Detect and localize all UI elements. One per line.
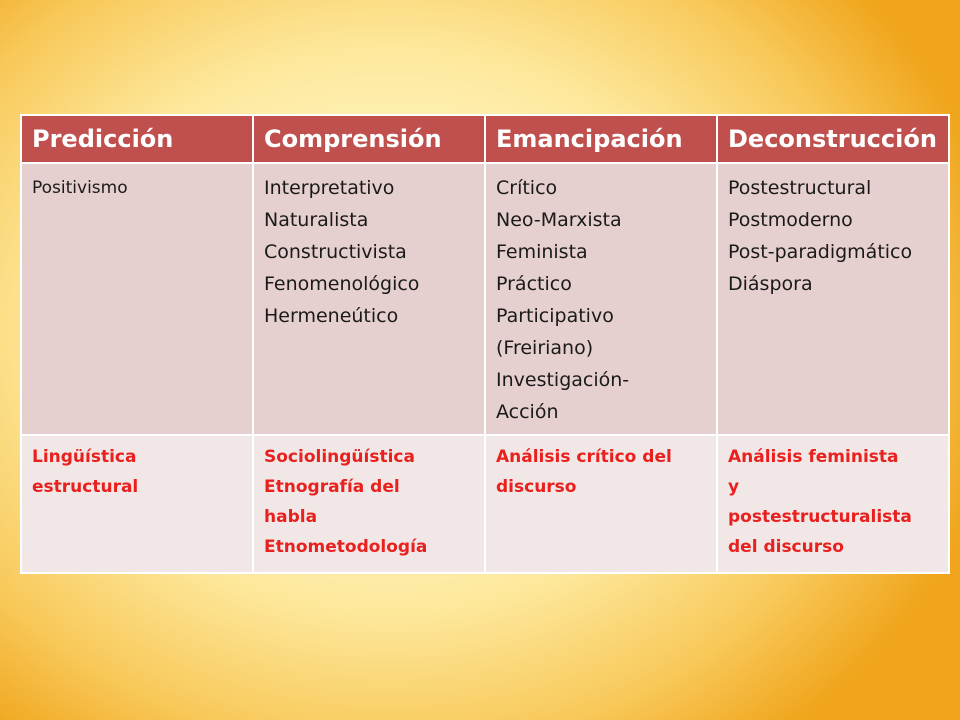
- header-deconstruccion: Deconstrucción: [717, 115, 949, 163]
- header-comprension: Comprensión: [253, 115, 485, 163]
- analysis-row: [21, 435, 949, 573]
- paradigm-item: Neo-Marxista: [496, 209, 622, 231]
- analysis-item: Análisis crítico del: [496, 447, 672, 467]
- analysis-item: Lingüística: [32, 447, 137, 467]
- paradigm-item: Post-paradigmático: [728, 241, 913, 263]
- paradigm-cell-emancipacion: [485, 163, 717, 435]
- paradigm-item: Acción: [496, 401, 559, 423]
- paradigm-item: Postestructural: [728, 177, 872, 199]
- analysis-item: Sociolingüística: [264, 447, 415, 467]
- paradigms-table: [20, 114, 950, 574]
- header-emancipacion: Emancipación: [485, 115, 717, 163]
- paradigm-item: Diáspora: [728, 273, 813, 295]
- paradigm-item: (Freiriano): [496, 337, 594, 359]
- paradigms-row: [21, 163, 949, 435]
- paradigm-item: Hermeneútico: [264, 305, 399, 327]
- analysis-item: Etnometodología: [264, 537, 428, 557]
- analysis-item: Análisis feminista: [728, 447, 899, 467]
- analysis-item: estructural: [32, 477, 139, 497]
- paradigm-item: Feminista: [496, 241, 588, 263]
- analysis-item: Etnografía del: [264, 477, 400, 497]
- paradigm-cell-prediccion: [21, 163, 253, 435]
- paradigm-item: Constructivista: [264, 241, 407, 263]
- paradigm-item: Positivismo: [32, 178, 128, 198]
- analysis-cell-comprension: [253, 435, 485, 573]
- analysis-cell-prediccion: [21, 435, 253, 573]
- paradigm-item: Investigación-: [496, 369, 630, 391]
- analysis-item: y: [728, 477, 740, 497]
- paradigm-cell-comprension: [253, 163, 485, 435]
- header-prediccion: Predicción: [21, 115, 253, 163]
- paradigm-cell-deconstruccion: [717, 163, 949, 435]
- paradigm-item: Postmoderno: [728, 209, 853, 231]
- paradigm-item: Crítico: [496, 177, 558, 199]
- paradigm-item: Naturalista: [264, 209, 369, 231]
- analysis-item: postestructuralista: [728, 507, 912, 527]
- paradigm-item: Fenomenológico: [264, 273, 420, 295]
- paradigm-item: Participativo: [496, 305, 614, 327]
- paradigm-item: Práctico: [496, 273, 572, 295]
- analysis-cell-emancipacion: [485, 435, 717, 573]
- analysis-cell-deconstruccion: [717, 435, 949, 573]
- analysis-item: habla: [264, 507, 318, 527]
- header-row: [21, 115, 949, 163]
- analysis-item: del discurso: [728, 537, 844, 557]
- paradigm-item: Interpretativo: [264, 177, 395, 199]
- analysis-item: discurso: [496, 477, 577, 497]
